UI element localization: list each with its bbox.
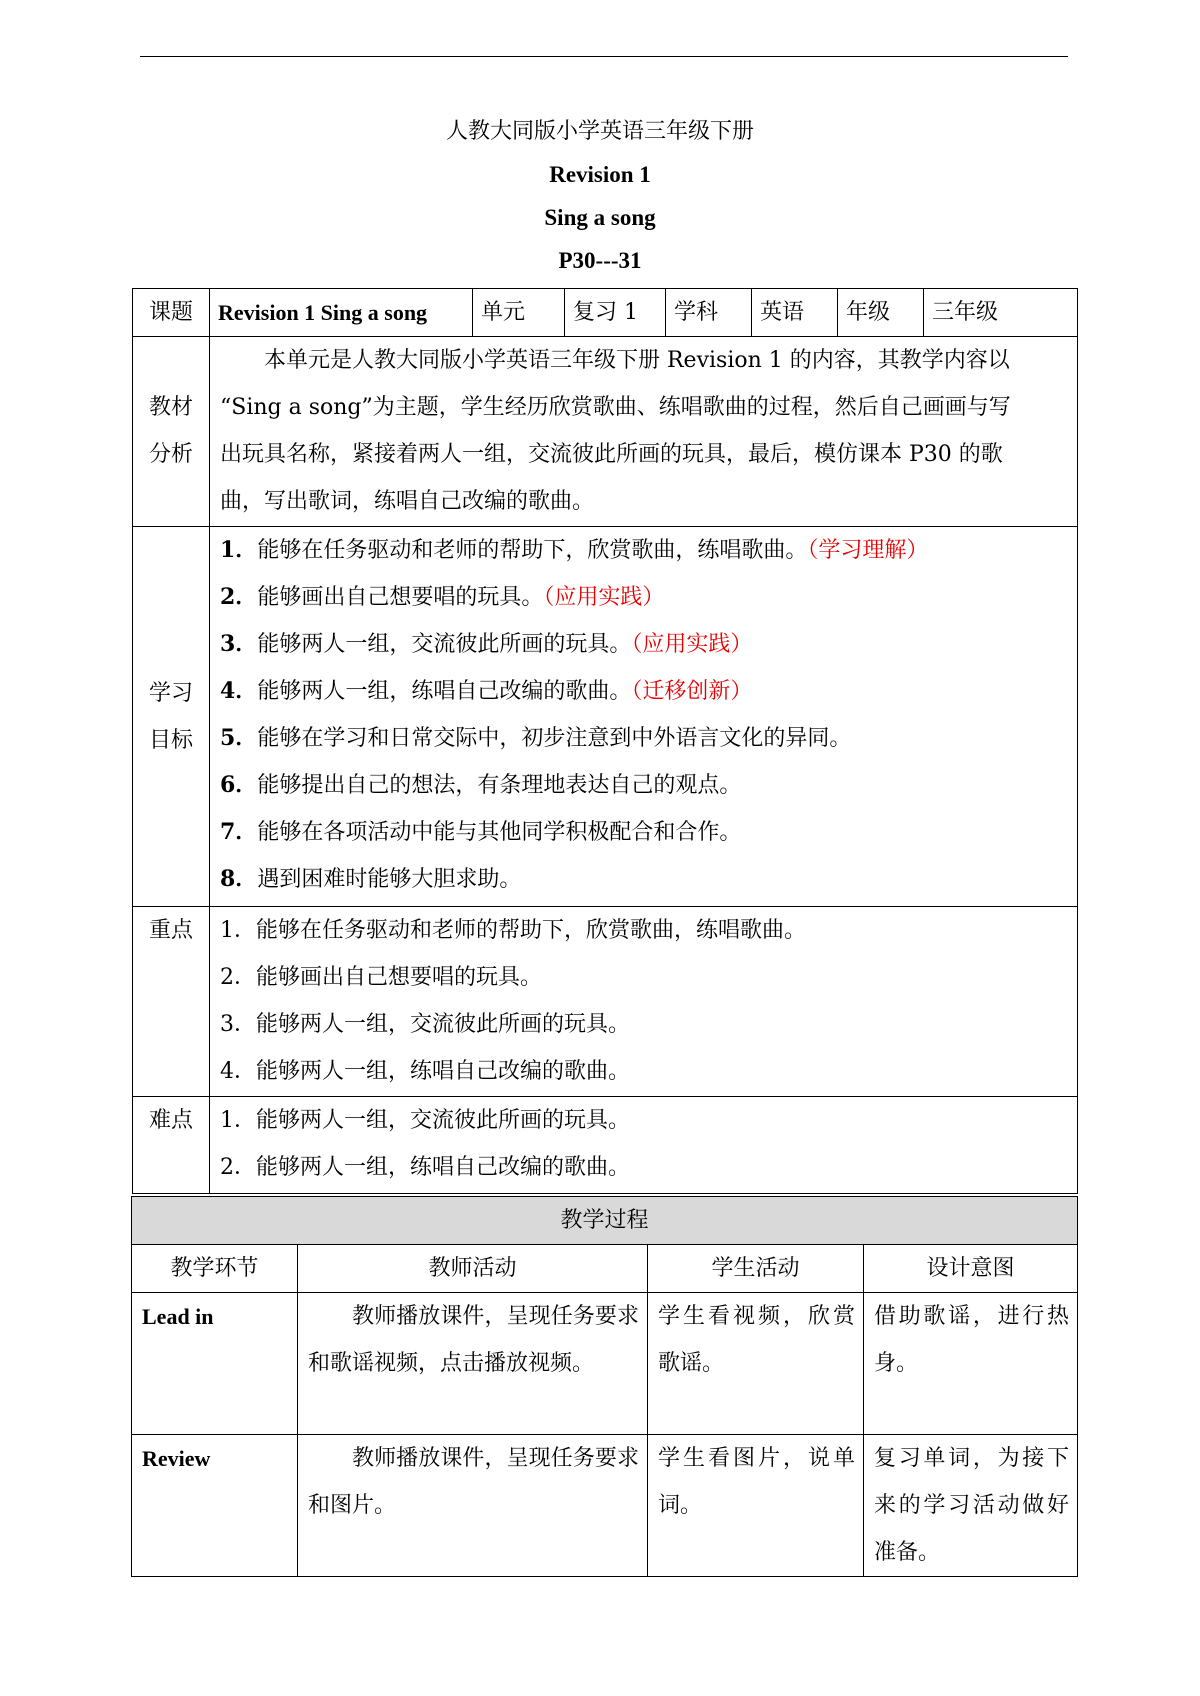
process-title-row [132, 1197, 1078, 1245]
info-row [133, 289, 1078, 337]
process-row [132, 1293, 1078, 1435]
key-points-label: 重点 [133, 907, 210, 1097]
process-header-teacher: 教师活动 [298, 1245, 648, 1293]
objectives-label [133, 527, 210, 907]
objective-tag: （学习理解） [807, 538, 929, 563]
process-stage: Lead in [132, 1293, 298, 1435]
document-title-block [0, 110, 1200, 282]
key-points-row [133, 907, 1078, 1097]
objective-num: 7． [220, 819, 258, 845]
analysis-content [210, 337, 1078, 527]
lesson-info-table [132, 288, 1078, 1194]
objectives-content [210, 527, 1078, 907]
analysis-line: 出玩具名称，紧接着两人一组，交流彼此所画的玩具，最后，模仿课本 P30 的歌 [220, 442, 1003, 467]
analysis-line: 曲，写出歌词，练唱自己改编的歌曲。 [220, 489, 595, 514]
objective-num: 8． [220, 866, 258, 892]
process-student-activity: 学生看图片，说单词。 [648, 1435, 864, 1577]
objective-item [220, 668, 1069, 715]
key-point-item: 2．能够画出自己想要唱的玩具。 [220, 965, 542, 990]
process-teacher-activity: 教师播放课件，呈现任务要求和歌谣视频，点击播放视频。 [298, 1293, 648, 1435]
objective-text: 能够两人一组，练唱自己改编的歌曲。 [257, 679, 632, 704]
analysis-line: “Sing a song”为主题，学生经历欣赏歌曲、练唱歌曲的过程，然后自己画画与写 [220, 395, 1011, 420]
document-song-title: Sing a song [544, 205, 656, 230]
objective-item [220, 621, 1069, 668]
objective-text: 能够提出自己的想法，有条理地表达自己的观点。 [257, 773, 742, 798]
objective-text: 遇到困难时能够大胆求助。 [257, 867, 522, 892]
analysis-line: 本单元是人教大同版小学英语三年级下册 Revision 1 的内容，其教学内容以 [264, 348, 1010, 373]
process-header-row [132, 1245, 1078, 1293]
process-row [132, 1435, 1078, 1577]
topic-value: Revision 1 Sing a song [210, 289, 473, 337]
teaching-process-table [131, 1196, 1078, 1577]
objective-tag: （应用实践） [631, 632, 753, 657]
key-point-item: 1．能够在任务驱动和老师的帮助下，欣赏歌曲，练唱歌曲。 [220, 918, 806, 943]
objective-item [220, 809, 1069, 856]
grade-value: 三年级 [924, 289, 1078, 337]
document-pages: P30---31 [558, 248, 642, 273]
objective-num: 3． [220, 631, 258, 657]
analysis-label-line2: 分析 [148, 442, 193, 467]
objective-item [220, 762, 1069, 809]
process-design-intent: 复习单词，为接下来的学习活动做好准备。 [864, 1435, 1078, 1577]
header-rule [140, 56, 1068, 57]
process-stage: Review [132, 1435, 298, 1577]
difficult-point-item: 2．能够两人一组，练唱自己改编的歌曲。 [220, 1155, 630, 1180]
objective-tag: （迁移创新） [631, 679, 753, 704]
analysis-row [133, 337, 1078, 527]
process-header-intent: 设计意图 [864, 1245, 1078, 1293]
process-design-intent: 借助歌谣，进行热身。 [864, 1293, 1078, 1435]
document-revision: Revision 1 [549, 162, 651, 187]
objective-item [220, 715, 1069, 762]
objective-tag: （应用实践） [543, 585, 665, 610]
objectives-label-line2: 目标 [148, 727, 193, 753]
objective-text: 能够两人一组，交流彼此所画的玩具。 [257, 632, 632, 657]
objective-num: 2． [220, 584, 258, 610]
difficult-points-row [133, 1097, 1078, 1194]
objectives-label-line1: 学习 [148, 680, 193, 706]
objective-text: 能够在学习和日常交际中，初步注意到中外语言文化的异同。 [257, 726, 852, 751]
objectives-row [133, 527, 1078, 907]
subject-value: 英语 [752, 289, 838, 337]
key-point-item: 3．能够两人一组，交流彼此所画的玩具。 [220, 1012, 630, 1037]
objective-num: 1． [220, 537, 258, 563]
key-points-content [210, 907, 1078, 1097]
difficult-points-content [210, 1097, 1078, 1194]
objective-text: 能够画出自己想要唱的玩具。 [257, 585, 544, 610]
objective-item [220, 574, 1069, 621]
key-point-item: 4．能够两人一组，练唱自己改编的歌曲。 [220, 1059, 630, 1084]
topic-label: 课题 [133, 289, 210, 337]
document-title: 人教大同版小学英语三年级下册 [445, 119, 754, 144]
process-teacher-activity: 教师播放课件，呈现任务要求和图片。 [298, 1435, 648, 1577]
objective-num: 4． [220, 678, 258, 704]
grade-label: 年级 [838, 289, 924, 337]
process-header-stage: 教学环节 [132, 1245, 298, 1293]
unit-label: 单元 [473, 289, 565, 337]
analysis-label [133, 337, 210, 527]
objective-item [220, 527, 1069, 574]
analysis-label-line1: 教材 [148, 395, 193, 420]
objective-text: 能够在任务驱动和老师的帮助下，欣赏歌曲，练唱歌曲。 [257, 538, 808, 563]
difficult-points-label: 难点 [133, 1097, 210, 1194]
unit-value: 复习 1 [565, 289, 666, 337]
subject-label: 学科 [666, 289, 752, 337]
process-student-activity: 学生看视频，欣赏歌谣。 [648, 1293, 864, 1435]
process-title: 教学过程 [132, 1197, 1078, 1245]
objective-text: 能够在各项活动中能与其他同学积极配合和合作。 [257, 820, 742, 845]
objective-item [220, 856, 1069, 903]
process-header-student: 学生活动 [648, 1245, 864, 1293]
objective-num: 6． [220, 772, 258, 798]
objective-num: 5． [220, 725, 258, 751]
difficult-point-item: 1．能够两人一组，交流彼此所画的玩具。 [220, 1108, 630, 1133]
